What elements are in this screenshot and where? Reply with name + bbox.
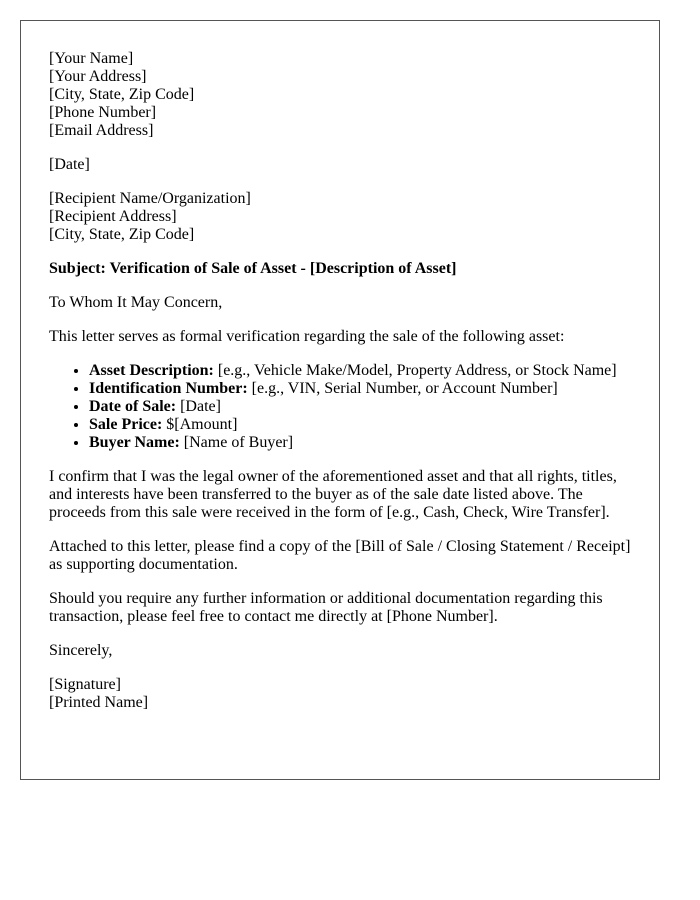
confirmation-paragraph: I confirm that I was the legal owner of the aforementioned asset and that all rights, titles, and interests have been transferred to the buyer as of the sale date listed above. The proceeds from this sale were received in the form of [e.g., Cash, Check, Wire Transfer]. <box>49 468 617 521</box>
subject-line: Subject: Verification of Sale of Asset - [Description of Asset] <box>49 260 457 277</box>
sender-block <box>49 50 631 140</box>
recipient-address: [Recipient Address] <box>49 208 177 225</box>
signature-block <box>49 676 631 712</box>
detail-label: Buyer Name: <box>89 434 180 451</box>
letter-date: [Date] <box>49 156 90 173</box>
attachment-paragraph: Attached to this letter, please find a copy of the [Bill of Sale / Closing Statement / Receipt] as supporting documentation. <box>49 538 631 573</box>
sender-address: [Your Address] <box>49 68 147 85</box>
recipient-city-state-zip: [City, State, Zip Code] <box>49 226 195 243</box>
contact-paragraph: Should you require any further information or additional documentation regarding this transaction, please feel free to contact me directly at [Phone Number]. <box>49 590 603 625</box>
detail-identification-number <box>89 380 631 398</box>
detail-label: Date of Sale: <box>89 398 177 415</box>
letter-page <box>20 20 660 780</box>
detail-buyer-name <box>89 434 631 452</box>
closing: Sincerely, <box>49 642 113 659</box>
detail-value: [e.g., VIN, Serial Number, or Account Number] <box>247 380 558 397</box>
detail-label: Sale Price: <box>89 416 163 433</box>
detail-asset-description <box>89 362 631 380</box>
sender-name: [Your Name] <box>49 50 134 67</box>
detail-value: [e.g., Vehicle Make/Model, Property Address, or Stock Name] <box>213 362 617 379</box>
intro-paragraph: This letter serves as formal verification regarding the sale of the following asset: <box>49 328 565 345</box>
asset-details-list <box>49 362 631 452</box>
sender-email: [Email Address] <box>49 122 154 139</box>
sender-phone: [Phone Number] <box>49 104 157 121</box>
salutation: To Whom It May Concern, <box>49 294 223 311</box>
detail-label: Asset Description: <box>89 362 214 379</box>
signature-line: [Signature] <box>49 676 121 693</box>
sender-city-state-zip: [City, State, Zip Code] <box>49 86 195 103</box>
recipient-block <box>49 190 631 244</box>
detail-value: [Name of Buyer] <box>179 434 294 451</box>
detail-date-of-sale <box>89 398 631 416</box>
detail-label: Identification Number: <box>89 380 248 397</box>
printed-name: [Printed Name] <box>49 694 149 711</box>
detail-value: [Date] <box>176 398 221 415</box>
detail-value: $[Amount] <box>162 416 238 433</box>
detail-sale-price <box>89 416 631 434</box>
recipient-name: [Recipient Name/Organization] <box>49 190 251 207</box>
